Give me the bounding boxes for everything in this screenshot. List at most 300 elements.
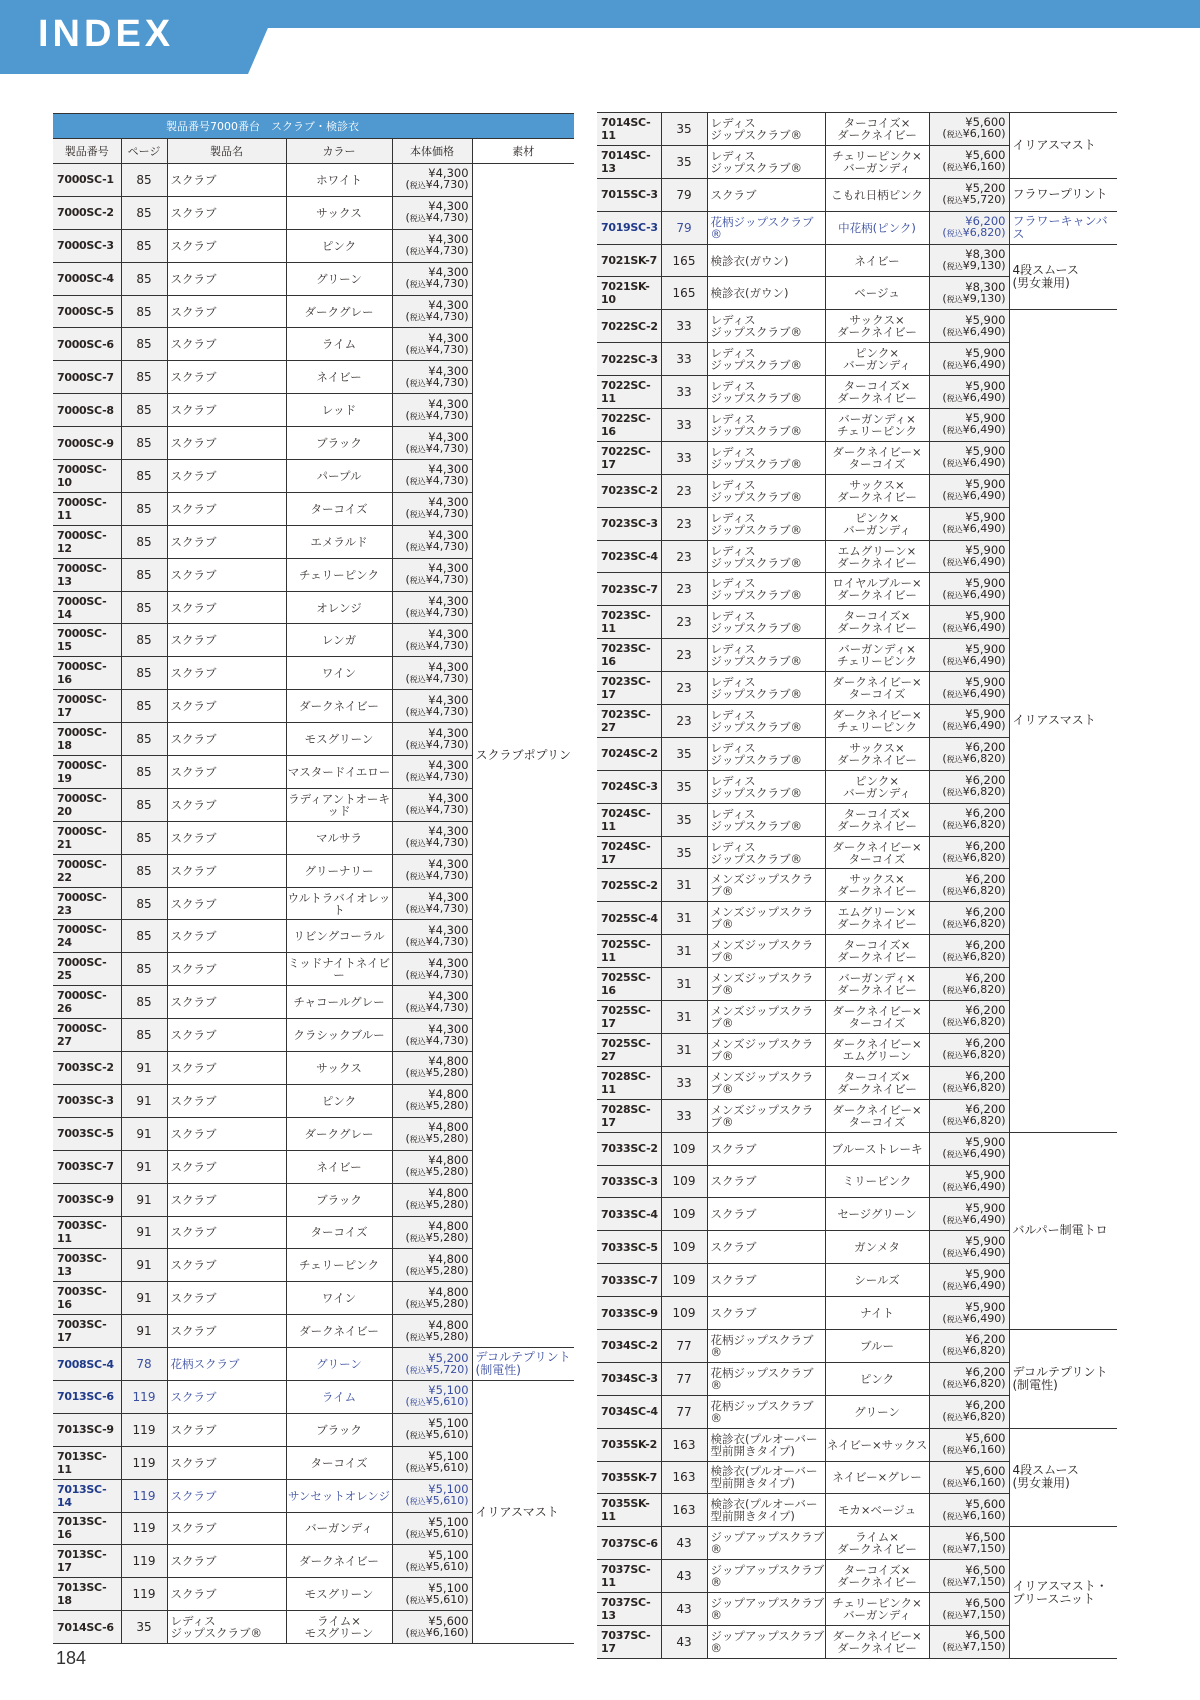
product-name: スクラブ — [167, 1150, 286, 1183]
product-name: スクラブ — [167, 1052, 286, 1085]
tax-prefix: 税込 — [946, 854, 963, 864]
base-price: ¥6,200 — [965, 970, 1006, 985]
tax-prefix: 税込 — [409, 444, 426, 454]
tax-inclusive-price: (税込¥4,730) — [405, 507, 469, 521]
product-name: スクラブ — [167, 1019, 286, 1052]
product-price — [392, 492, 472, 525]
base-price: ¥6,200 — [965, 773, 1006, 788]
product-code: 7023SC-7 — [597, 573, 661, 606]
product-color: ネイビー×グレー — [825, 1461, 929, 1494]
tax-value: ¥6,820 — [962, 752, 1002, 766]
product-color: シールズ — [825, 1264, 929, 1297]
page-ref: 85 — [121, 723, 167, 756]
page-ref: 109 — [661, 1132, 707, 1165]
page-ref: 119 — [121, 1413, 167, 1446]
base-price: ¥4,300 — [428, 922, 469, 937]
product-code: 7024SC-11 — [597, 803, 661, 836]
product-name: スクラブ — [167, 1413, 286, 1446]
tax-value: ¥5,280 — [425, 1198, 465, 1212]
product-name: スクラブ — [167, 295, 286, 328]
tax-inclusive-price: (税込¥7,150) — [942, 1574, 1006, 1588]
tax-prefix: 税込 — [409, 214, 426, 224]
tax-value: ¥6,490 — [962, 587, 1002, 601]
product-name: レディス ジップスクラブ® — [707, 639, 825, 672]
product-name: スクラブ — [167, 460, 286, 493]
product-name: スクラブ — [707, 1297, 825, 1330]
tax-inclusive-price: (税込¥6,490) — [942, 620, 1006, 634]
page-ref: 109 — [661, 1297, 707, 1330]
tax-value: ¥4,730 — [425, 902, 465, 916]
product-code: 7000SC-1 — [53, 164, 121, 197]
tax-prefix: 税込 — [409, 1365, 426, 1375]
product-color: グリーン — [286, 262, 392, 295]
tax-prefix: 税込 — [946, 196, 963, 206]
base-price: ¥4,800 — [428, 1317, 469, 1332]
product-price — [929, 1099, 1009, 1132]
page-ref: 85 — [121, 196, 167, 229]
tax-prefix: 税込 — [946, 1248, 963, 1258]
tax-inclusive-price: (税込¥6,160) — [405, 1625, 469, 1639]
product-price — [929, 376, 1009, 409]
tax-prefix: 税込 — [946, 689, 963, 699]
tax-inclusive-price: (税込¥4,730) — [405, 277, 469, 291]
tax-prefix: 税込 — [946, 1215, 963, 1225]
tax-prefix: 税込 — [946, 1281, 963, 1291]
page-ref: 91 — [121, 1315, 167, 1348]
product-price — [392, 986, 472, 1019]
base-price: ¥6,200 — [965, 1069, 1006, 1084]
product-color: チェリーピンク× バーガンディ — [825, 145, 929, 178]
tax-value: ¥6,820 — [962, 883, 1002, 897]
tax-prefix: 税込 — [409, 1003, 426, 1013]
tax-inclusive-price: (税込¥5,610) — [405, 1395, 469, 1409]
base-price: ¥5,900 — [965, 641, 1006, 656]
product-color: バーガンディ× チェリーピンク — [825, 409, 929, 442]
product-name: ジップアップスクラブ® — [707, 1625, 825, 1658]
product-price — [929, 244, 1009, 277]
product-color: ターコイズ× ダークネイビー — [825, 376, 929, 409]
tax-inclusive-price: (税込¥6,820) — [942, 818, 1006, 832]
tax-value: ¥6,490 — [962, 1179, 1002, 1193]
tax-prefix: 税込 — [946, 1380, 963, 1390]
tax-inclusive-price: (税込¥9,130) — [942, 259, 1006, 272]
base-price: ¥6,200 — [965, 904, 1006, 919]
tax-value: ¥4,730 — [425, 671, 465, 685]
product-price — [392, 1479, 472, 1512]
product-name: 検診衣(プルオーバー 型前開きタイプ) — [707, 1428, 825, 1461]
product-code: 7037SC-6 — [597, 1527, 661, 1560]
product-price — [929, 1494, 1009, 1527]
tax-value: ¥4,730 — [425, 638, 465, 652]
product-price — [392, 295, 472, 328]
tax-inclusive-price: (税込¥6,160) — [942, 127, 1006, 141]
page-ref: 119 — [121, 1446, 167, 1479]
page-ref: 165 — [661, 277, 707, 310]
product-name: レディス ジップスクラブ® — [707, 113, 825, 146]
tax-value: ¥6,490 — [962, 357, 1002, 371]
base-price: ¥5,600 — [965, 1496, 1006, 1511]
page-ref: 85 — [121, 460, 167, 493]
product-name: スクラブ — [707, 1198, 825, 1231]
tax-prefix: 税込 — [409, 280, 426, 290]
product-code: 7000SC-17 — [53, 690, 121, 723]
page-ref: 85 — [121, 953, 167, 986]
tax-value: ¥6,160 — [962, 1475, 1002, 1489]
page-ref: 33 — [661, 1066, 707, 1099]
base-price: ¥4,800 — [428, 1153, 469, 1168]
tax-prefix: 税込 — [946, 985, 963, 995]
product-name: 花柄ジップスクラブ® — [707, 211, 825, 244]
tax-value: ¥4,730 — [425, 474, 465, 488]
tax-value: ¥5,280 — [425, 1099, 465, 1113]
tax-inclusive-price: (税込¥5,280) — [405, 1230, 469, 1244]
product-code: 7000SC-2 — [53, 196, 121, 229]
tax-prefix: 税込 — [946, 919, 963, 929]
product-color: バーガンディ× ダークネイビー — [825, 968, 929, 1001]
tax-inclusive-price: (税込¥7,150) — [942, 1541, 1006, 1555]
product-price — [929, 902, 1009, 935]
tax-value: ¥5,610 — [425, 1395, 465, 1409]
tax-prefix: 税込 — [946, 1347, 963, 1357]
base-price: ¥6,500 — [965, 1628, 1006, 1643]
tax-inclusive-price: (税込¥4,730) — [405, 737, 469, 751]
product-color: ミリーピンク — [825, 1165, 929, 1198]
page-ref: 35 — [661, 803, 707, 836]
tax-prefix: 税込 — [409, 247, 426, 257]
product-code: 7000SC-4 — [53, 262, 121, 295]
tax-prefix: 税込 — [409, 313, 426, 322]
tax-value: ¥5,280 — [425, 1230, 465, 1244]
product-color: チェリーピンク — [286, 558, 392, 591]
product-name: スクラブ — [167, 953, 286, 986]
tax-prefix: 税込 — [409, 1562, 426, 1572]
product-color: ダークグレー — [286, 295, 392, 328]
product-code: 7013SC-18 — [53, 1578, 121, 1611]
base-price: ¥5,900 — [965, 378, 1006, 393]
product-code: 7003SC-7 — [53, 1150, 121, 1183]
base-price: ¥6,200 — [965, 937, 1006, 952]
product-name: メンズジップスクラブ® — [707, 935, 825, 968]
product-price — [929, 1428, 1009, 1461]
product-price — [929, 770, 1009, 803]
product-code: 7000SC-10 — [53, 460, 121, 493]
tax-inclusive-price: (税込¥4,730) — [405, 869, 469, 883]
product-code: 7037SC-11 — [597, 1560, 661, 1593]
product-code: 7025SC-2 — [597, 869, 661, 902]
base-price: ¥4,300 — [428, 265, 469, 280]
base-price: ¥5,900 — [965, 444, 1006, 459]
product-color: ダークネイビー× ターコイズ — [825, 1001, 929, 1034]
product-name: メンズジップスクラブ® — [707, 968, 825, 1001]
product-name: 花柄ジップスクラブ® — [707, 1362, 825, 1395]
product-color: ロイヤルブルー× ダークネイビー — [825, 573, 929, 606]
tax-value: ¥4,730 — [425, 408, 465, 422]
product-name: メンズジップスクラブ® — [707, 902, 825, 935]
tax-value: ¥6,490 — [962, 1311, 1002, 1325]
product-code: 7033SC-2 — [597, 1132, 661, 1165]
tax-prefix: 税込 — [946, 1150, 963, 1160]
product-name: レディス ジップスクラブ® — [707, 145, 825, 178]
tax-inclusive-price: (税込¥6,820) — [942, 1114, 1006, 1128]
tax-prefix: 税込 — [946, 1314, 963, 1324]
product-name: スクラブ — [167, 1479, 286, 1512]
product-code: 7013SC-14 — [53, 1479, 121, 1512]
tax-inclusive-price: (税込¥6,820) — [942, 949, 1006, 963]
tax-inclusive-price: (税込¥6,820) — [942, 883, 1006, 897]
product-code: 7035SK-11 — [597, 1494, 661, 1527]
page-ref: 79 — [661, 211, 707, 244]
tax-inclusive-price: (税込¥6,820) — [942, 1377, 1006, 1391]
product-price — [392, 1249, 472, 1282]
product-price — [929, 277, 1009, 310]
product-price — [929, 705, 1009, 738]
tax-value: ¥4,730 — [425, 737, 465, 751]
tax-value: ¥6,160 — [962, 160, 1002, 174]
tax-prefix: 税込 — [946, 525, 963, 535]
product-code: 7034SC-2 — [597, 1329, 661, 1362]
material-label: イリアスマスト — [1009, 113, 1117, 179]
product-color: ピンク — [286, 1084, 392, 1117]
product-color: チェリーピンク× バーガンディ — [825, 1593, 929, 1626]
product-price — [392, 229, 472, 262]
page-ref: 85 — [121, 492, 167, 525]
page-ref: 163 — [661, 1461, 707, 1494]
product-name: スクラブ — [167, 525, 286, 558]
table-header-row — [53, 139, 574, 164]
product-price — [392, 328, 472, 361]
product-name: スクラブ — [167, 328, 286, 361]
base-price: ¥5,900 — [965, 477, 1006, 492]
tax-inclusive-price: (税込¥6,490) — [942, 653, 1006, 667]
product-price — [929, 540, 1009, 573]
table-row — [53, 1348, 574, 1381]
product-name: メンズジップスクラブ® — [707, 1099, 825, 1132]
tax-inclusive-price: (税込¥4,730) — [405, 836, 469, 850]
product-price — [392, 1282, 472, 1315]
tax-value: ¥6,490 — [962, 489, 1002, 503]
page-ref: 85 — [121, 394, 167, 427]
base-price: ¥6,200 — [965, 1003, 1006, 1018]
tax-prefix: 税込 — [946, 229, 963, 239]
tax-value: ¥9,130 — [962, 291, 1002, 305]
page-ref: 91 — [121, 1052, 167, 1085]
material-label: 4段スムース (男女兼用) — [1009, 244, 1117, 310]
table-row — [597, 1428, 1117, 1461]
product-price — [929, 343, 1009, 376]
product-color: サックス — [286, 1052, 392, 1085]
base-price: ¥5,100 — [428, 1416, 469, 1431]
product-index-table-left — [53, 113, 574, 1644]
tax-prefix: 税込 — [409, 510, 426, 520]
tax-prefix: 税込 — [946, 1478, 963, 1488]
tax-inclusive-price: (税込¥6,820) — [942, 1048, 1006, 1062]
product-code: 7000SC-24 — [53, 920, 121, 953]
product-name: レディス ジップスクラブ® — [707, 441, 825, 474]
product-color: 中花柄(ピンク) — [825, 211, 929, 244]
tax-inclusive-price: (税込¥5,280) — [405, 1132, 469, 1146]
product-color: ピンク — [825, 1362, 929, 1395]
tax-prefix: 税込 — [409, 1628, 426, 1638]
tax-inclusive-price: (税込¥6,490) — [942, 1245, 1006, 1259]
product-code: 7023SC-16 — [597, 639, 661, 672]
base-price: ¥5,900 — [965, 411, 1006, 426]
product-code: 7000SC-16 — [53, 657, 121, 690]
tax-value: ¥5,610 — [425, 1428, 465, 1442]
tax-value: ¥6,820 — [962, 982, 1002, 996]
product-name: スクラブ — [167, 1512, 286, 1545]
base-price: ¥4,300 — [428, 988, 469, 1003]
page-ref: 85 — [121, 986, 167, 1019]
tax-inclusive-price: (税込¥4,730) — [405, 606, 469, 620]
product-color: サックス× ダークネイビー — [825, 310, 929, 343]
right-table-body — [597, 113, 1117, 1659]
tax-value: ¥4,730 — [425, 770, 465, 784]
page-ref: 23 — [661, 474, 707, 507]
product-name: スクラブ — [167, 723, 286, 756]
product-name: スクラブ — [167, 756, 286, 789]
base-price: ¥4,300 — [428, 955, 469, 970]
product-color: チェリーピンク — [286, 1249, 392, 1282]
tax-inclusive-price: (税込¥5,720) — [405, 1362, 469, 1376]
product-code: 7000SC-27 — [53, 1019, 121, 1052]
product-price — [929, 211, 1009, 244]
product-code: 7000SC-5 — [53, 295, 121, 328]
page-ref: 163 — [661, 1428, 707, 1461]
product-name: レディス ジップスクラブ® — [707, 474, 825, 507]
tax-prefix: 税込 — [946, 262, 963, 271]
product-name: スクラブ — [167, 1183, 286, 1216]
product-name: スクラブ — [167, 558, 286, 591]
product-color: ウルトラバイオレット — [286, 887, 392, 920]
tax-inclusive-price: (税込¥6,820) — [942, 226, 1006, 240]
product-price — [929, 1362, 1009, 1395]
product-color: サックス× ダークネイビー — [825, 869, 929, 902]
page-ref: 85 — [121, 295, 167, 328]
product-color: オレンジ — [286, 591, 392, 624]
tax-inclusive-price: (税込¥6,160) — [942, 1443, 1006, 1457]
page-ref: 91 — [121, 1084, 167, 1117]
product-price — [929, 1132, 1009, 1165]
page-ref: 35 — [661, 737, 707, 770]
tax-inclusive-price: (税込¥5,280) — [405, 1099, 469, 1113]
header-material: 素材 — [472, 139, 574, 164]
base-price: ¥4,300 — [428, 659, 469, 674]
product-code: 7037SC-17 — [597, 1625, 661, 1658]
tax-prefix: 税込 — [946, 1544, 963, 1554]
tax-prefix: 税込 — [946, 294, 963, 304]
base-price: ¥5,200 — [428, 1350, 469, 1365]
product-price — [929, 1001, 1009, 1034]
tax-value: ¥4,730 — [425, 211, 465, 225]
product-color: バーガンディ — [286, 1512, 392, 1545]
product-name: スクラブ — [167, 262, 286, 295]
product-code: 7014SC-6 — [53, 1611, 121, 1644]
product-name: スクラブ — [167, 1380, 286, 1413]
product-color: サンセットオレンジ — [286, 1479, 392, 1512]
tax-value: ¥5,610 — [425, 1592, 465, 1606]
base-price: ¥5,900 — [965, 1167, 1006, 1182]
product-price — [392, 821, 472, 854]
tax-inclusive-price: (税込¥4,730) — [405, 540, 469, 554]
tax-value: ¥6,490 — [962, 719, 1002, 733]
tax-inclusive-price: (税込¥5,280) — [405, 1198, 469, 1212]
product-code: 7023SC-3 — [597, 507, 661, 540]
product-price — [392, 1413, 472, 1446]
tax-prefix: 税込 — [409, 872, 426, 882]
product-name: スクラブ — [167, 1545, 286, 1578]
product-price — [392, 920, 472, 953]
product-color: ダークネイビー× ターコイズ — [825, 1099, 929, 1132]
page-ref: 23 — [661, 606, 707, 639]
table-row — [53, 164, 574, 197]
product-name: スクラブ — [167, 1578, 286, 1611]
product-name: 花柄スクラブ — [167, 1348, 286, 1381]
product-price — [929, 1527, 1009, 1560]
tax-prefix: 税込 — [409, 1233, 426, 1243]
product-color: ネイビー×サックス — [825, 1428, 929, 1461]
base-price: ¥5,900 — [965, 543, 1006, 558]
tax-value: ¥6,490 — [962, 686, 1002, 700]
product-color: モスグリーン — [286, 723, 392, 756]
tax-inclusive-price: (税込¥6,490) — [942, 489, 1006, 503]
tax-inclusive-price: (税込¥6,490) — [942, 1212, 1006, 1226]
tax-value: ¥6,820 — [962, 1410, 1002, 1424]
product-color: セージグリーン — [825, 1198, 929, 1231]
product-price — [392, 525, 472, 558]
tax-value: ¥7,150 — [962, 1541, 1002, 1555]
product-color: ブラック — [286, 1413, 392, 1446]
base-price: ¥4,300 — [428, 528, 469, 543]
product-code: 7000SC-15 — [53, 624, 121, 657]
product-price — [392, 788, 472, 821]
product-price — [929, 1329, 1009, 1362]
tax-prefix: 税込 — [946, 623, 963, 633]
tax-prefix: 税込 — [409, 181, 426, 191]
tax-inclusive-price: (税込¥6,490) — [942, 324, 1006, 338]
tax-prefix: 税込 — [946, 1413, 963, 1423]
product-price — [392, 1611, 472, 1644]
tax-prefix: 税込 — [409, 1529, 426, 1539]
product-name: スクラブ — [167, 394, 286, 427]
product-color: ワイン — [286, 1282, 392, 1315]
product-price — [929, 1625, 1009, 1658]
product-price — [929, 178, 1009, 211]
base-price: ¥5,100 — [428, 1580, 469, 1595]
tax-value: ¥4,730 — [425, 934, 465, 948]
product-price — [392, 1117, 472, 1150]
product-price — [392, 591, 472, 624]
base-price: ¥4,300 — [428, 298, 469, 312]
product-name: レディス ジップスクラブ® — [707, 770, 825, 803]
product-code: 7025SC-27 — [597, 1033, 661, 1066]
product-code: 7035SK-7 — [597, 1461, 661, 1494]
header-name: 製品名 — [167, 139, 286, 164]
banner-shape — [0, 0, 1200, 75]
tax-inclusive-price: (税込¥4,730) — [405, 902, 469, 916]
product-price — [392, 1315, 472, 1348]
product-name: 花柄ジップスクラブ® — [707, 1329, 825, 1362]
table-row — [597, 113, 1117, 146]
product-color: チャコールグレー — [286, 986, 392, 1019]
base-price: ¥5,100 — [428, 1547, 469, 1562]
product-code: 7021SK-10 — [597, 277, 661, 310]
product-color: ピンク — [286, 229, 392, 262]
product-price — [929, 737, 1009, 770]
base-price: ¥5,600 — [965, 148, 1006, 163]
base-price: ¥4,300 — [428, 429, 469, 444]
tax-value: ¥6,490 — [962, 456, 1002, 470]
page-ref: 163 — [661, 1494, 707, 1527]
